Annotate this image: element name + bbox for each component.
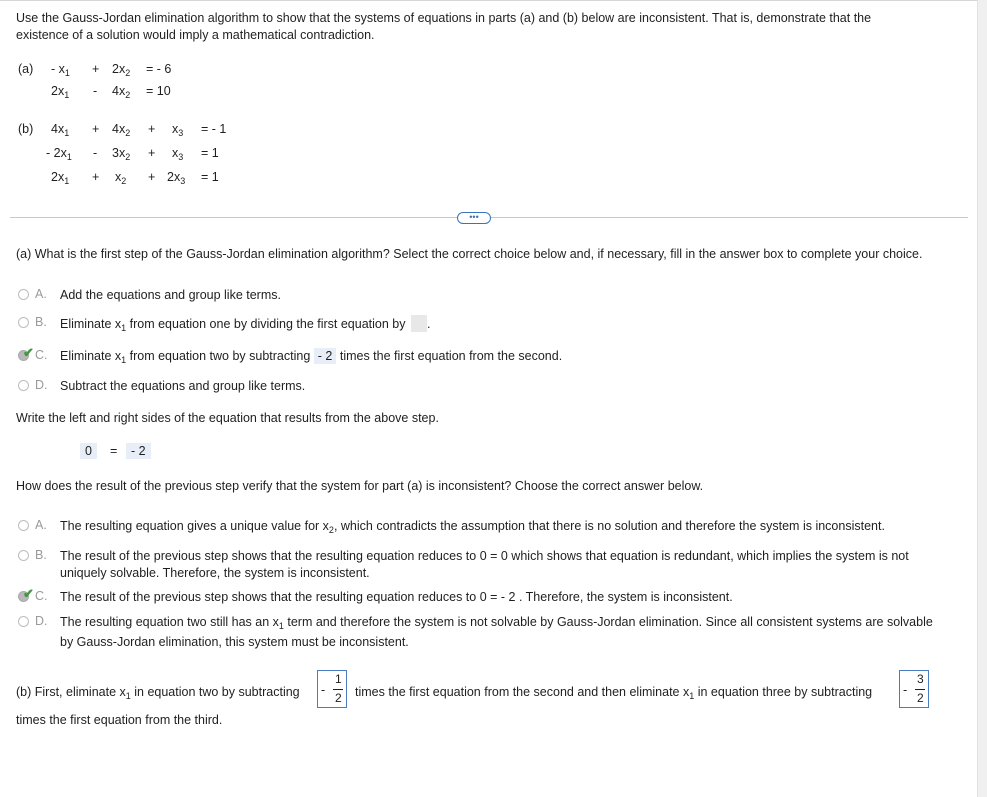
term: $2x_3$ xyxy=(167,170,186,186)
radio-button[interactable] xyxy=(18,289,29,300)
op: + xyxy=(92,170,100,184)
fraction-answer-1[interactable]: - 1 2 xyxy=(317,670,347,708)
radio-button[interactable] xyxy=(18,380,29,391)
op: - xyxy=(93,84,98,98)
term: $3x_2$ xyxy=(112,146,131,162)
rhs: = - 1 xyxy=(201,122,227,136)
question-4-part-3: times the first equation from the third. xyxy=(16,713,223,727)
term: $x_3$ xyxy=(172,146,184,162)
term: $x_3$ xyxy=(172,122,184,138)
problem-intro: Use the Gauss-Jordan elimination algorithm to show that the systems of equations in parts (a) and (b) below are inconsistent. That is, demonstrate that the existence of a solution would imply a mathematical contradiction. xyxy=(16,11,872,42)
rhs: = 1 xyxy=(201,146,219,160)
rhs: = - 6 xyxy=(146,62,172,76)
radio-button[interactable] xyxy=(18,520,29,531)
answer-box-empty[interactable] xyxy=(411,315,427,332)
term: $4x_2$ xyxy=(112,122,131,138)
top-border xyxy=(0,0,978,1)
more-button[interactable]: ••• xyxy=(457,212,491,224)
system-a-label: (a) xyxy=(18,62,34,76)
equals-sign: = xyxy=(110,444,118,458)
radio-button[interactable] xyxy=(18,317,29,328)
scrollbar[interactable] xyxy=(977,0,987,797)
fraction-answer-2[interactable]: - 3 2 xyxy=(899,670,929,708)
op: + xyxy=(92,62,100,76)
op: + xyxy=(148,122,156,136)
rhs: = 1 xyxy=(201,170,219,184)
radio-button[interactable] xyxy=(18,550,29,561)
system-b-row-3: $2x_1$ xyxy=(51,170,70,186)
question-4-part-1: (b) First, eliminate $x_1$ in equation two by subtracting xyxy=(16,685,300,701)
op: + xyxy=(148,146,156,160)
fraction-bar xyxy=(333,689,343,690)
term: - x xyxy=(51,62,65,76)
system-b-row-2: - $2x_1$ xyxy=(46,146,72,162)
right-side-answer[interactable]: - 2 xyxy=(126,443,151,459)
term: $x_2$ xyxy=(115,170,127,186)
system-b-row-1: $4x_1$ xyxy=(51,122,70,138)
fraction-bar xyxy=(915,689,925,690)
op: + xyxy=(92,122,100,136)
check-icon: ✔ xyxy=(23,586,34,601)
question-3-prompt: How does the result of the previous step verify that the system for part (a) is inconsistent? Choose the correct answer below. xyxy=(16,479,704,493)
term: $2x_2$ xyxy=(112,62,131,78)
check-icon: ✔ xyxy=(23,345,34,360)
system-a-row-1: - $x_1$ xyxy=(51,62,70,78)
left-side-answer[interactable]: 0 xyxy=(80,443,97,459)
system-a-row-2: $2x_1$ xyxy=(51,84,70,100)
question-4-part-2: times the first equation from the second and then eliminate $x_1$ in equation three by subtracting xyxy=(355,685,873,701)
answer-value[interactable]: - 2 xyxy=(314,348,337,364)
op: + xyxy=(148,170,156,184)
question-1-prompt: (a) What is the first step of the Gauss-Jordan elimination algorithm? Select the correct choice below and, if necessary, fill in the answer box to complete your choice. xyxy=(16,247,923,261)
system-b-label: (b) xyxy=(18,122,34,136)
op: - xyxy=(93,146,98,160)
term: $4x_2$ xyxy=(112,84,131,100)
rhs: = 10 xyxy=(146,84,171,98)
question-2-prompt: Write the left and right sides of the equation that results from the above step. xyxy=(16,411,439,425)
radio-button[interactable] xyxy=(18,616,29,627)
